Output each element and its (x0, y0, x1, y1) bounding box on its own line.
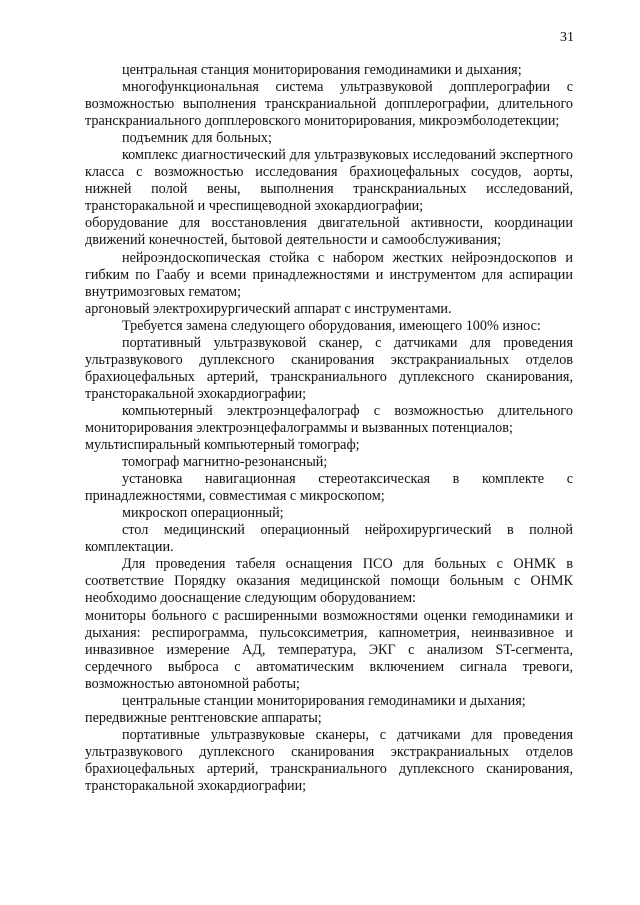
paragraph: томограф магнитно-резонансный; (122, 454, 328, 471)
paragraph: Для проведения табеля оснащения ПСО для больных с ОНМК в соответствие Порядку оказания медицинской помощи больным с ОНМК необходимо дооснащение следующим оборудованием: (85, 556, 573, 607)
paragraph: центральная станция мониторирования гемодинамики и дыхания; (122, 62, 522, 78)
page-number: 31 (560, 30, 574, 45)
paragraph: нейроэндоскопическая стойка с набором жестких нейроэндоскопов и гибким по Гаабу и всеми принадлежностями и инструментом для аспирации внутримозговых гематом; (85, 249, 573, 300)
paragraph: установка навигационная стереотаксическая в комплекте с принадлежностями, совместимая с микроскопом; (85, 471, 573, 505)
paragraph: мониторы больного с расширенными возможностями оценки гемодинамики и дыхания: респирограмма, пульсоксиметрия, капнометрия, неинвазивное и инвазивное измерение АД, температура, ЭКГ с анализом ST-сегмента, сердечного выброса с автоматическим включением сигнала тревоги, возможностью автономной работы; (85, 607, 573, 692)
paragraph: стол медицинский операционный нейрохирургический в полной комплектации. (85, 522, 573, 556)
paragraph: портативные ультразвуковые сканеры, с датчиками для проведения ультразвукового дуплексного сканирования экстракраниальных отделов брахиоцефальных артерий, транскраниального дуплексного сканирования, трансторакальной эхокардиографии; (85, 726, 573, 794)
document-body (85, 62, 573, 795)
paragraph: портативный ультразвуковой сканер, с датчиками для проведения ультразвукового дуплексного сканирования экстракраниальных отделов брахиоцефальных артерий, транскраниального дуплексного сканирования, трансторакальной эхокардиографии; (85, 334, 573, 402)
paragraph: оборудование для восстановления двигательной активности, координации движений конечностей, бытовой деятельности и самообслуживания; (85, 215, 573, 249)
paragraph: микроскоп операционный; (122, 505, 284, 522)
paragraph: компьютерный электроэнцефалограф с возможностью длительного мониторирования электроэнцефалограммы и вызванных потенциалов; (85, 402, 573, 436)
paragraph: многофункциональная система ультразвуковой допплерографии с возможностью выполнения транскраниальной допплерографии, длительного транскраниального допплеровского мониторирования, микроэмболодетекции; (85, 79, 573, 130)
paragraph: мультиспиральный компьютерный томограф; (85, 437, 360, 454)
paragraph: передвижные рентгеновские аппараты; (85, 709, 322, 726)
paragraph: Требуется замена следующего оборудования, имеющего 100% износ: (122, 317, 541, 334)
paragraph: комплекс диагностический для ультразвуковых исследований экспертного класса с возможностью исследования брахиоцефальных сосудов, аорты, нижней полой вены, выполнения транскраниальных исследований, трансторакальной и чреспищеводной эхокардиографии; (85, 147, 573, 215)
paragraph: центральные станции мониторирования гемодинамики и дыхания; (122, 692, 526, 709)
paragraph: аргоновый электрохирургический аппарат с инструментами. (85, 300, 452, 317)
paragraph: подъемник для больных; (122, 130, 272, 147)
